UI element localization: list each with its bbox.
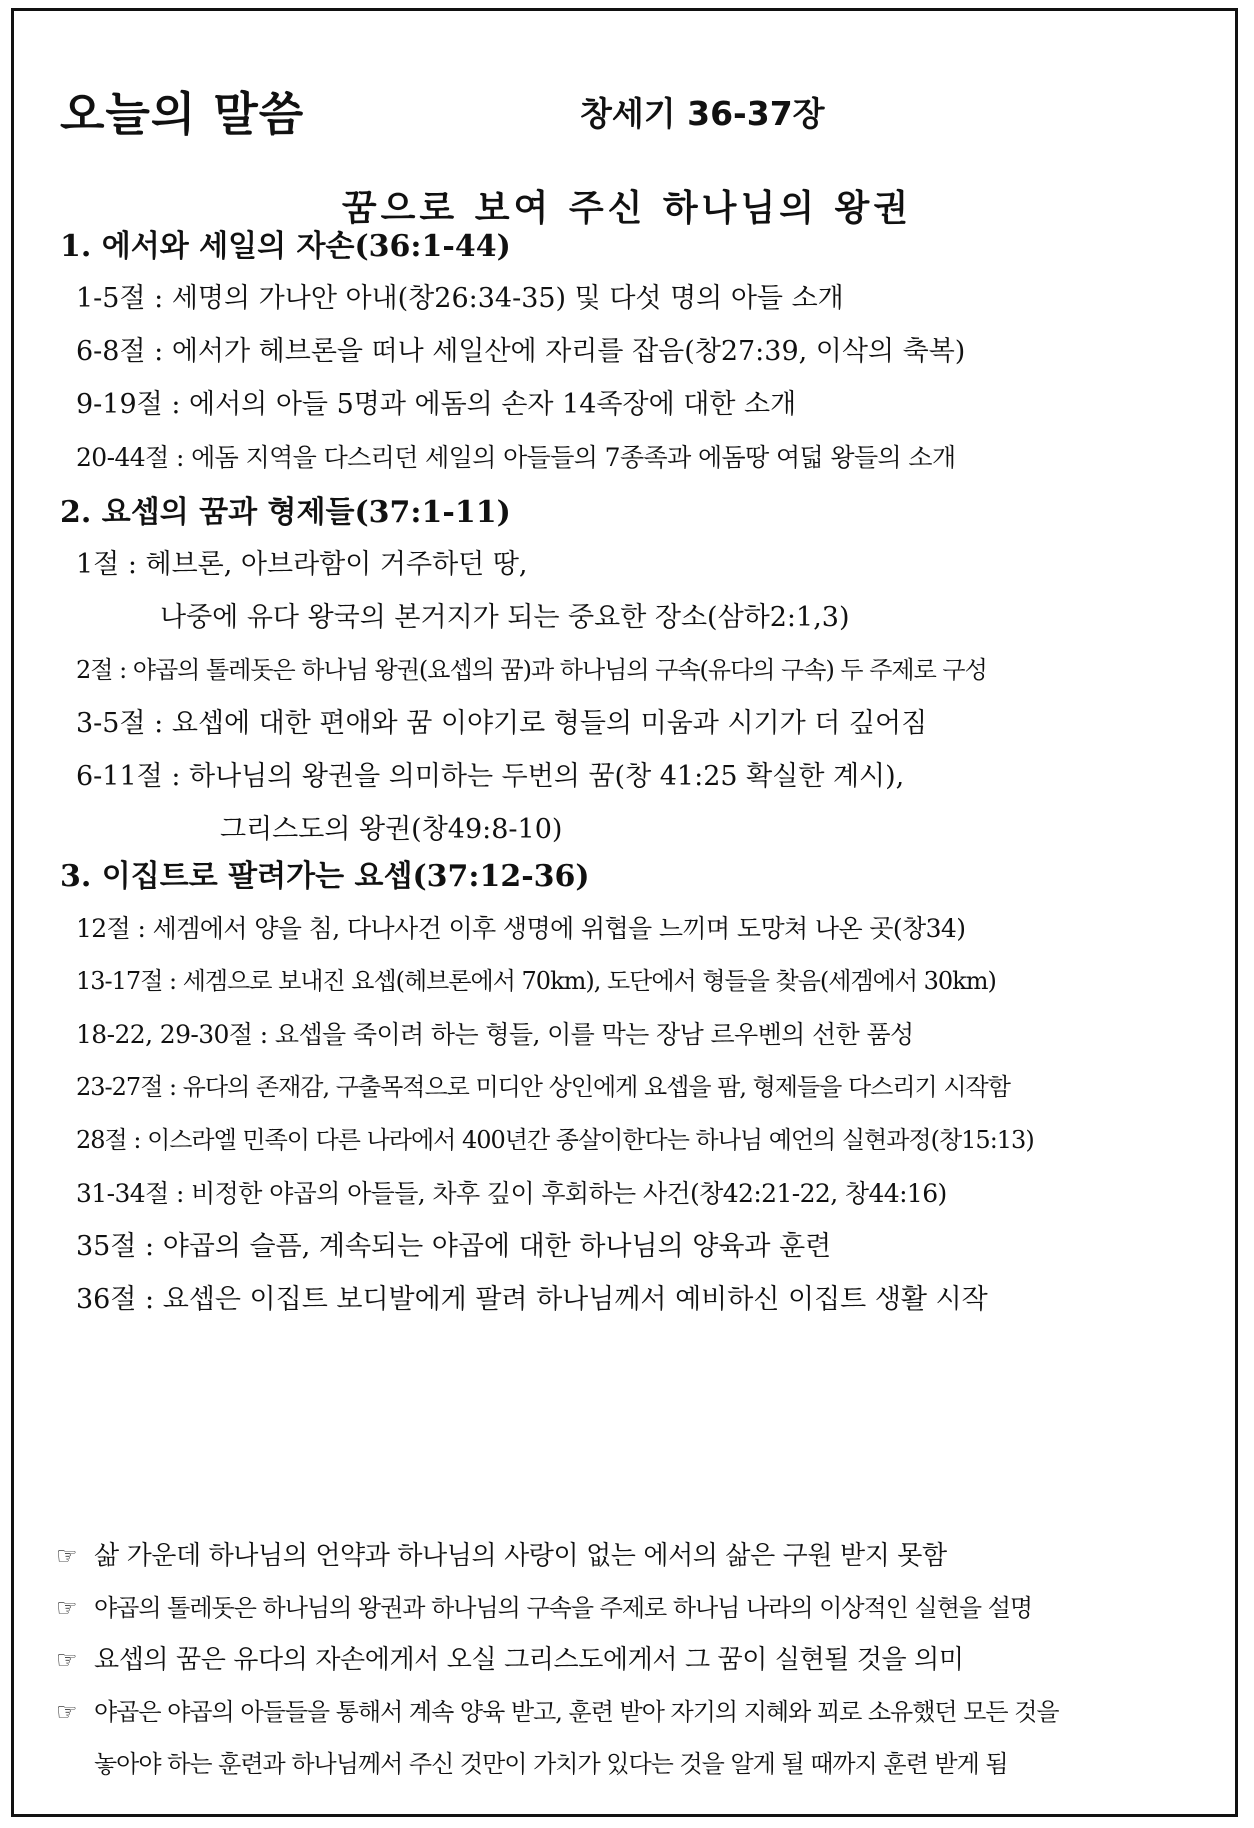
verse-line: 12절 : 세겜에서 양을 침, 다나사건 이후 생명에 위협을 느끼며 도망쳐 나온 곳(창34) — [76, 914, 966, 943]
verse-line-continuation: 그리스도의 왕권(창49:8-10) — [220, 814, 563, 845]
verse-line: 9-19절 : 에서의 아들 5명과 에돔의 손자 14족장에 대한 소개 — [76, 389, 797, 420]
verse-line-continuation: 나중에 유다 왕국의 본거지가 되는 중요한 장소(삼하2:1,3) — [160, 602, 850, 633]
verse-line: 13-17절 : 세겜으로 보내진 요셉(헤브론에서 70km), 도단에서 형들을 찾음(세겜에서 30km) — [76, 967, 996, 995]
pointing-hand-icon: ☞ — [56, 1594, 77, 1622]
note-text: 야곱의 톨레돗은 하나님의 왕권과 하나님의 구속을 주제로 하나님 나라의 이상적인 실현을 설명 — [94, 1594, 1033, 1622]
note-text: 놓아야 하는 훈련과 하나님께서 주신 것만이 가치가 있다는 것을 알게 될 때까지 훈련 받게 됨 — [94, 1750, 1008, 1778]
section-heading: 2. 요셉의 꿈과 형제들(37:1-11) — [60, 495, 511, 530]
pointing-hand-icon: ☞ — [56, 1698, 77, 1726]
section-1 — [60, 222, 1220, 484]
note-item-continuation — [56, 1738, 1226, 1790]
pointing-hand-icon: ☞ — [56, 1646, 78, 1674]
note-item — [56, 1530, 1226, 1582]
verse-line: 31-34절 : 비정한 야곱의 아들들, 차후 깊이 후회하는 사건(창42:21-22, 창44:16) — [76, 1179, 947, 1208]
note-text: 삶 가운데 하나님의 언약과 하나님의 사랑이 없는 에서의 삶은 구원 받지 못함 — [94, 1541, 947, 1571]
page-header — [60, 78, 1200, 148]
note-text: 야곱은 야곱의 아들들을 통해서 계속 양육 받고, 훈련 받아 자기의 지혜와 꾀로 소유했던 모든 것을 — [94, 1698, 1059, 1726]
scripture-reference: 창세기 36-37장 — [580, 94, 825, 133]
verse-line: 23-27절 : 유다의 존재감, 구출목적으로 미디안 상인에게 요셉을 팜, 형제들을 다스리기 시작함 — [76, 1073, 1010, 1101]
section-2 — [60, 488, 1220, 856]
verse-line: 3-5절 : 요셉에 대한 편애와 꿈 이야기로 형들의 미움과 시기가 더 깊어짐 — [76, 708, 928, 739]
note-item — [56, 1686, 1226, 1738]
verse-line: 6-8절 : 에서가 헤브론을 떠나 세일산에 자리를 잡음(창27:39, 이삭의 축복) — [76, 336, 966, 367]
verse-line: 1-5절 : 세명의 가나안 아내(창26:34-35) 및 다섯 명의 아들 소개 — [76, 283, 844, 314]
section-heading: 3. 이집트로 팔려가는 요셉(37:12-36) — [60, 859, 590, 894]
summary-notes — [56, 1530, 1226, 1790]
section-heading: 1. 에서와 세일의 자손(36:1-44) — [60, 229, 511, 264]
page-title: 오늘의 말씀 — [60, 87, 305, 141]
verse-line: 20-44절 : 에돔 지역을 다스리던 세일의 아들들의 7종족과 에돔땅 여덟 왕들의 소개 — [76, 443, 956, 472]
note-text: 요셉의 꿈은 유다의 자손에게서 오실 그리스도에게서 그 꿈이 실현될 것을 의미 — [94, 1645, 964, 1675]
verse-line: 36절 : 요셉은 이집트 보디발에게 팔려 하나님께서 예비하신 이집트 생활 시작 — [76, 1284, 988, 1315]
sermon-subtitle: 꿈으로 보여 주신 하나님의 왕권 — [341, 188, 913, 229]
note-item — [56, 1634, 1226, 1686]
verse-line: 35절 : 야곱의 슬픔, 계속되는 야곱에 대한 하나님의 양육과 훈련 — [76, 1231, 832, 1262]
pointing-hand-icon: ☞ — [56, 1542, 78, 1570]
verse-line: 1절 : 헤브론, 아브라함이 거주하던 땅, — [76, 549, 528, 580]
verse-line: 6-11절 : 하나님의 왕권을 의미하는 두번의 꿈(창 41:25 확실한 계시), — [76, 761, 905, 792]
verse-line: 2절 : 야곱의 톨레돗은 하나님 왕권(요셉의 꿈)과 하나님의 구속(유다의 구속) 두 주제로 구성 — [76, 656, 987, 684]
verse-line: 18-22, 29-30절 : 요셉을 죽이려 하는 형들, 이를 막는 장남 르우벤의 선한 품성 — [76, 1020, 914, 1049]
verse-line: 28절 : 이스라엘 민족이 다른 나라에서 400년간 종살이한다는 하나님 예언의 실현과정(창15:13) — [76, 1126, 1034, 1154]
section-3 — [60, 852, 1220, 1326]
note-item — [56, 1582, 1226, 1634]
